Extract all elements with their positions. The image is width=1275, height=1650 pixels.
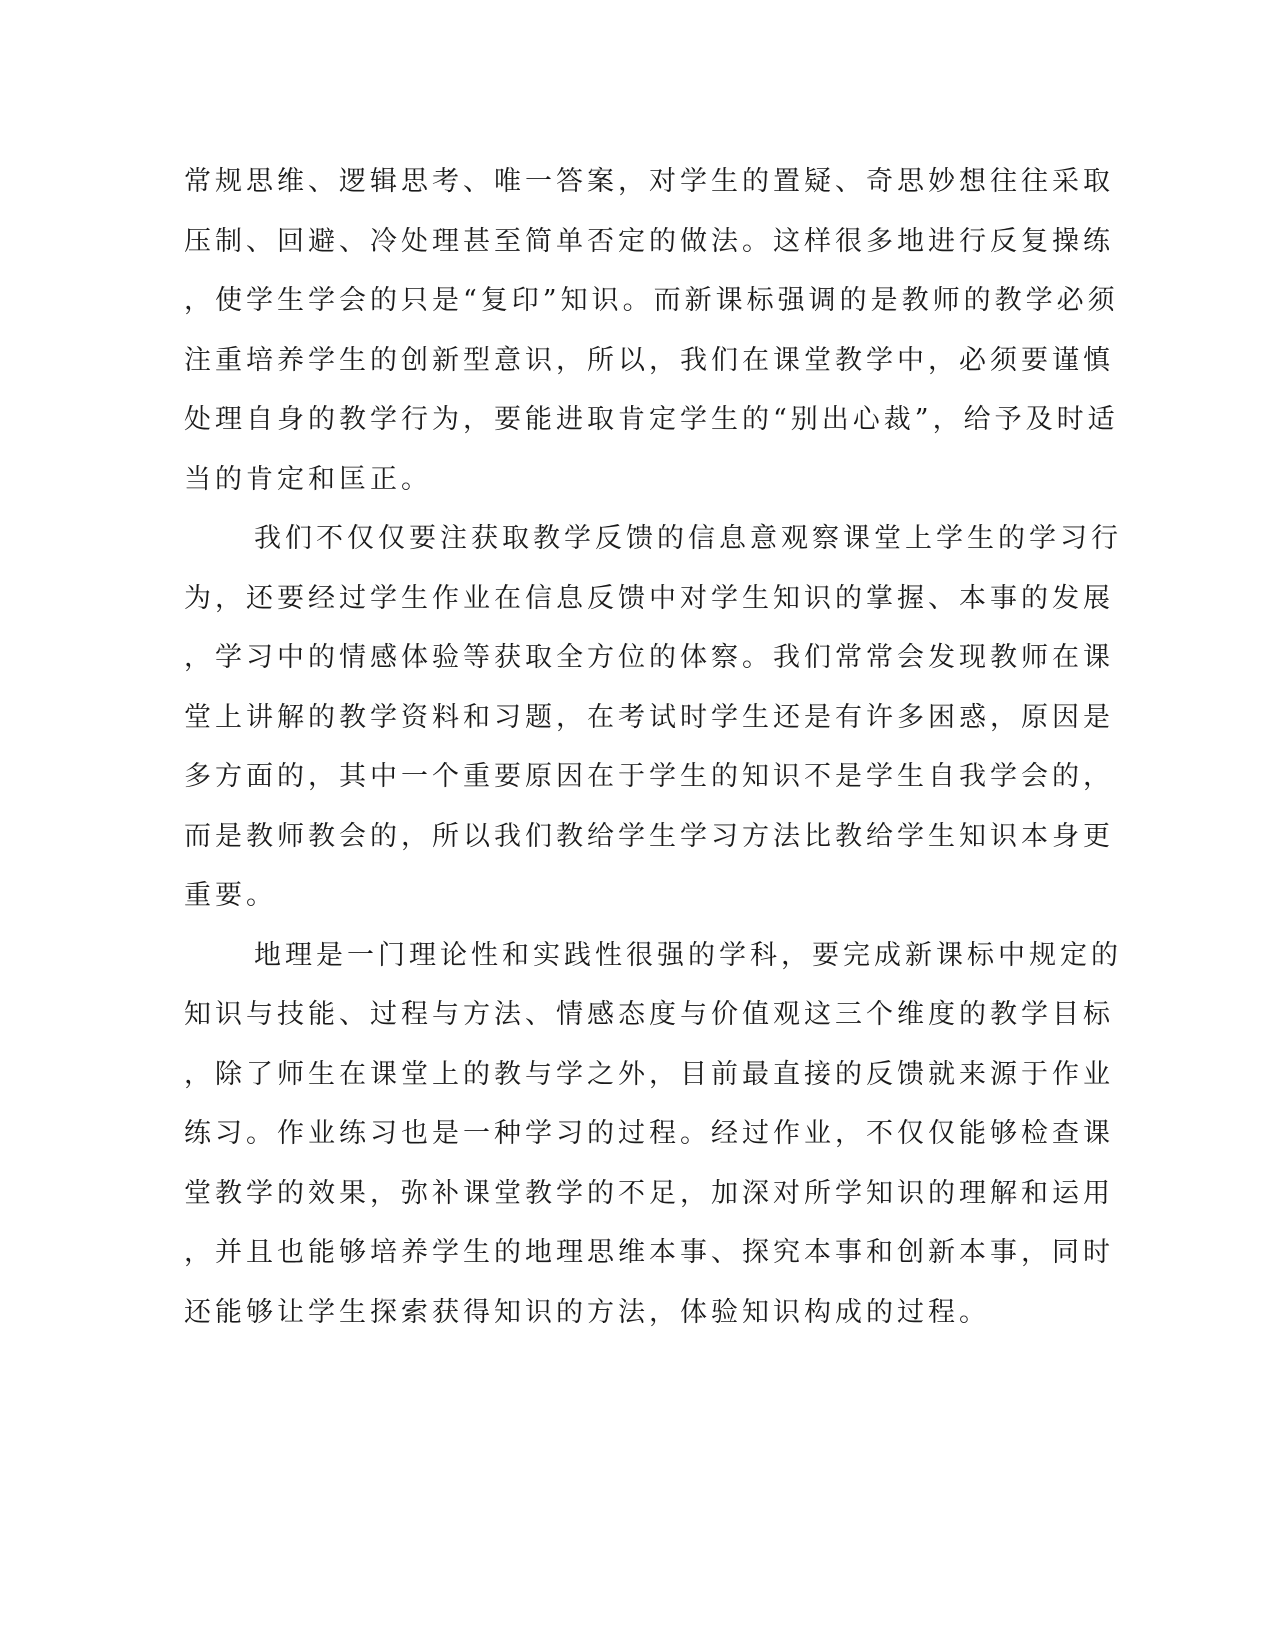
text-line: ，学习中的情感体验等获取全方位的体察。我们常常会发现教师在课 <box>184 642 1114 673</box>
text-line: 知识与技能、过程与方法、情感态度与价值观这三个维度的教学目标 <box>184 999 1114 1030</box>
text-line: ，除了师生在课堂上的教与学之外，目前最直接的反馈就来源于作业 <box>184 1058 1114 1090</box>
text-line: ，并且也能够培养学生的地理思维本事、探究本事和创新本事，同时 <box>184 1237 1114 1268</box>
text-line: 处理自身的教学行为，要能进取肯定学生的“别出心裁”，给予及时适 <box>184 404 1119 435</box>
text-line: 还能够让学生探索获得知识的方法，体验知识构成的过程。 <box>184 1296 990 1328</box>
paragraph-1 <box>184 158 1119 515</box>
text-line: ，使学生学会的只是“复印”知识。而新课标强调的是教师的教学必须 <box>184 285 1119 316</box>
text-line: 多方面的，其中一个重要原因在于学生的知识不是学生自我学会的， <box>184 761 1114 792</box>
text-line: 堂上讲解的教学资料和习题，在考试时学生还是有许多困惑，原因是 <box>184 701 1114 733</box>
text-line: 我们不仅仅要注获取教学反馈的信息意观察课堂上学生的学习行 <box>254 523 1122 554</box>
text-line: 堂教学的效果，弥补课堂教学的不足，加深对所学知识的理解和运用 <box>184 1177 1114 1209</box>
text-line: 常规思维、逻辑思考、唯一答案，对学生的置疑、奇思妙想往往采取 <box>184 166 1114 197</box>
text-line: 注重培养学生的创新型意识，所以，我们在课堂教学中，必须要谨慎 <box>184 344 1114 376</box>
paragraph-3 <box>184 932 1122 1349</box>
paragraph-2 <box>184 515 1122 932</box>
text-line: 当的肯定和匡正。 <box>184 463 432 495</box>
text-line: 重要。 <box>184 880 277 911</box>
text-line: 练习。作业练习也是一种学习的过程。经过作业，不仅仅能够检查课 <box>184 1118 1114 1149</box>
text-line: 为，还要经过学生作业在信息反馈中对学生知识的掌握、本事的发展 <box>184 582 1114 614</box>
text-line: 压制、回避、冷处理甚至简单否定的做法。这样很多地进行反复操练 <box>184 225 1114 257</box>
text-line: 而是教师教会的，所以我们教给学生学习方法比教给学生知识本身更 <box>184 820 1114 852</box>
text-line: 地理是一门理论性和实践性很强的学科，要完成新课标中规定的 <box>254 939 1122 971</box>
body-text <box>184 158 1122 1348</box>
